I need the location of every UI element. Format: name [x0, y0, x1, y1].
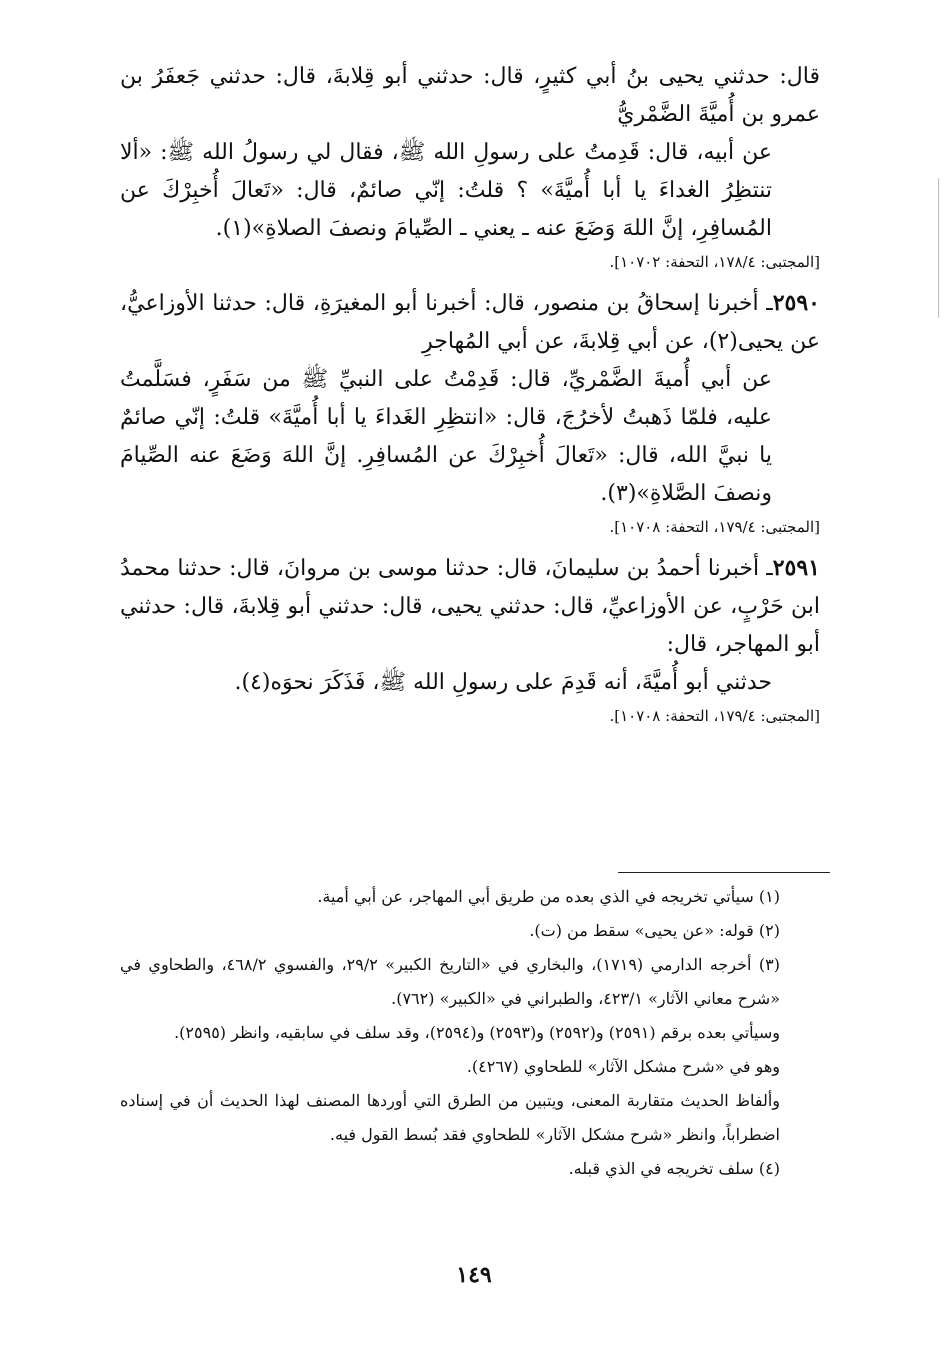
hadith-2591 [120, 549, 820, 664]
source-reference-2: [المجتبى: ١٧٩/٤، التحفة: ١٠٧٠٨]. [609, 518, 820, 536]
paragraph-hadith-1: عن أبيه، قال: قَدِمتُ على رسولِ الله ﷺ، فقال لي رسولُ الله ﷺ: «ألا تنتظِرُ الغداءَ يا أبا أُميَّةَ» ؟ قلتُ: إنّي صائمٌ، قال: «تَعالَ أُخبِرْكَ عن المُسافِرِ، إنَّ اللهَ وَضَعَ عنه ـ يعني ـ الصِّيامَ ونصفَ الصلاةِ»(١). [120, 140, 772, 241]
hadith-2591-isnad: ـ أخبرنا أحمدُ بن سليمانَ، قال: حدثنا موسى بن مروانَ، قال: حدثنا محمدُ ابن حَرْبٍ، عن الأوزاعيِّ، قال: حدثني يحيى، قال: حدثني أبو قِلابةَ، قال: حدثني أبو المهاجر، قال: [120, 556, 820, 657]
footnote-2: (٢) قوله: «عن يحيى» سقط من (ت). [529, 921, 780, 940]
hadith-number-2590: ٢٥٩٠ [772, 290, 820, 316]
hadith-2590 [120, 284, 820, 361]
hadith-2590-isnad: ـ أخبرنا إسحاقُ بن منصور، قال: أخبرنا أبو المغيرَةِ، قال: حدثنا الأوزاعيُّ، عن يحيى(٢)، عن أبي قِلابةَ، عن أبي المُهاجرِ [120, 291, 820, 354]
hadith-number-2591: ٢٥٩١ [772, 555, 820, 581]
footnote-3-cont-2: وهو في «شرح مشكل الآثار» للطحاوي (٤٢٦٧). [466, 1057, 780, 1076]
paragraph-isnad-1: قال: حدثني يحيى بنُ أبي كثيرٍ، قال: حدثني أبو قِلابةَ، قال: حدثني جَعفَرُ بن عمرو بن أُميَّةَ الضَّمْريُّ [120, 64, 820, 127]
footnote-3-cont-3: وألفاظ الحديث متقاربة المعنى، ويتبين من الطرق التي أوردها المصنف لهذا الحديث أن في إسناده اضطراباً، وانظر «شرح مشكل الآثار» للطحاوي فقد بُسط القول فيه. [120, 1091, 780, 1144]
footnote-3-cont-1: وسيأتي بعده برقم (٢٥٩١) و(٢٥٩٢) و(٢٥٩٣) و(٢٥٩٤)، وقد سلف في سابقيه، وانظر (٢٥٩٥). [174, 1023, 780, 1042]
footnote-1: (١) سيأتي تخريجه في الذي بعده من طريق أبي المهاجر، عن أبي أمية. [317, 887, 780, 906]
source-reference-3: [المجتبى: ١٧٩/٤، التحفة: ١٠٧٠٨]. [609, 707, 820, 725]
footnotes [120, 880, 820, 1186]
footnote-3: (٣) أخرجه الدارمي (١٧١٩)، والبخاري في «التاريخ الكبير» ٢٩/٢، والفسوي ٤٦٨/٢، والطحاوي في «شرح معاني الآثار» ٤٢٣/١، والطبراني في «الكبير» (٧٦٢). [120, 955, 780, 1008]
paragraph-hadith-2590: عن أبي أُميةَ الضَّمْريِّ، قال: قَدِمْتُ على النبيِّ ﷺ من سَفَرٍ، فسَلَّمتُ عليه، فلمّا ذَهبتُ لأخرُجَ، قال: «انتظِرِ الغَداءَ يا أبا أُميَّةَ» قلتُ: إنّي صائمٌ يا نبيَّ الله، قال: «تَعالَ أُخبِرْكَ عن المُسافِرِ. إنَّ اللهَ وَضَعَ عنه الصِّيامَ ونصفَ الصَّلاةِ»(٣). [120, 367, 772, 506]
source-reference-1: [المجتبى: ١٧٨/٤، التحفة: ١٠٧٠٢]. [609, 253, 820, 271]
footnote-4: (٤) سلف تخريجه في الذي قبله. [568, 1159, 780, 1178]
page-number: ١٤٩ [456, 1262, 492, 1288]
paragraph-hadith-2591: حدثني أبو أُميَّةَ، أنه قَدِمَ على رسولِ الله ﷺ، فَذَكَرَ نحوَه(٤). [234, 670, 772, 695]
footnote-divider [618, 872, 830, 873]
scan-edge-line [938, 178, 939, 318]
main-text [120, 58, 820, 738]
